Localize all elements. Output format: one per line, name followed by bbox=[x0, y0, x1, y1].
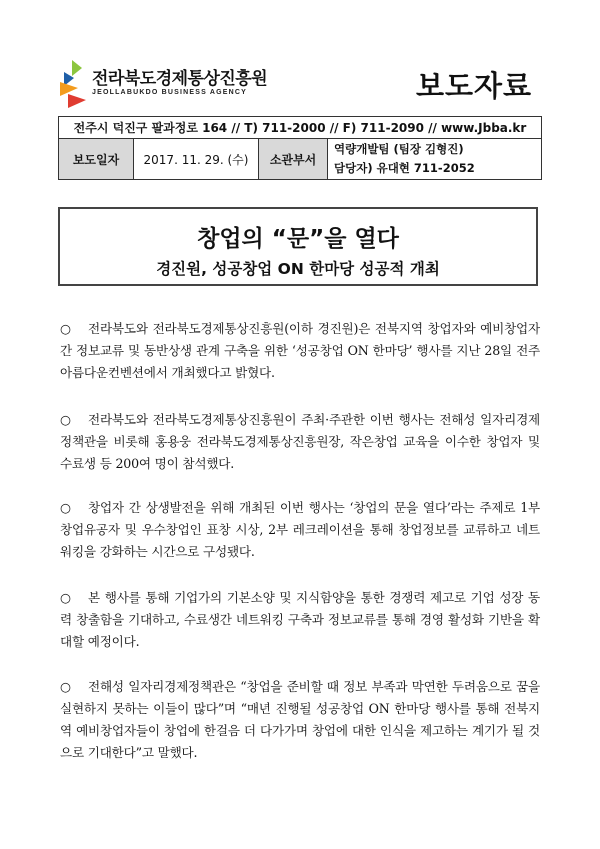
org-name-english: JEOLLABUKDO BUSINESS AGENCY bbox=[92, 89, 248, 96]
bullet-marker: ○ bbox=[60, 679, 71, 694]
body-paragraph bbox=[60, 497, 540, 563]
document-type-heading: 보도자료 bbox=[415, 69, 532, 103]
paragraph-text: 전라북도와 전라북도경제통상진흥원이 주최·주관한 이번 행사는 전해성 일자리경제정책관을 비롯해 홍용웅 전라북도경제통상진흥원장, 작은창업 교육을 이수한 창업자 및 수료생 등 200여 명이 참석했다. bbox=[60, 412, 540, 471]
headline-subtitle: 경진원, 성공창업 ON 한마당 성공적 개최 bbox=[156, 260, 440, 278]
bullet-marker: ○ bbox=[60, 321, 71, 336]
department-value bbox=[328, 139, 542, 180]
paragraph-text: 전라북도와 전라북도경제통상진흥원(이하 경진원)은 전북지역 창업자와 예비창업자 간 정보교류 및 동반상생 관계 구축을 위한 ‘성공창업 ON 한마당’ 행사를 지난 28일 전주 아름다운컨벤션에서 개최했다고 밝혔다. bbox=[60, 321, 540, 380]
contact-address-line: 전주시 덕진구 팔과정로 164 // T) 711-2000 // F) 711-2090 // www.Jbba.kr bbox=[59, 117, 542, 139]
department-label: 소관부서 bbox=[259, 139, 328, 180]
department-contact: 담당자) 유대현 711-2052 bbox=[334, 161, 475, 175]
release-date-value: 2017. 11. 29. (수) bbox=[134, 139, 259, 180]
press-info-table bbox=[58, 116, 542, 180]
release-info-row bbox=[59, 139, 542, 180]
body-paragraph bbox=[60, 409, 540, 475]
paragraph-text: 창업자 간 상생발전을 위해 개최된 이번 행사는 ‘창업의 문을 열다’라는 주제로 1부 창업유공자 및 우수창업인 표창 시상, 2부 레크레이션을 통해 창업정보를 교류하고 네트워킹을 강화하는 시간으로 구성됐다. bbox=[60, 500, 540, 559]
paragraph-text: 본 행사를 통해 기업가의 기본소양 및 지식함양을 통한 경쟁력 제고로 기업 성장 동력 창출함을 기대하고, 수료생간 네트워킹 구축과 정보교류를 통해 경영 활성화 기반을 확대할 예정이다. bbox=[60, 590, 540, 649]
department-team: 역량개발팀 (팀장 김형진) bbox=[334, 142, 464, 156]
body-paragraph bbox=[60, 676, 540, 764]
address-row bbox=[59, 117, 542, 139]
bullet-marker: ○ bbox=[60, 412, 71, 427]
org-name-korean: 전라북도경제통상진흥원 bbox=[92, 69, 268, 89]
bullet-marker: ○ bbox=[60, 500, 71, 515]
agency-logo-icon bbox=[58, 60, 88, 108]
body-paragraph bbox=[60, 318, 540, 384]
release-date-label: 보도일자 bbox=[59, 139, 134, 180]
body-paragraph bbox=[60, 587, 540, 653]
headline-title: 창업의 “문”을 열다 bbox=[197, 226, 399, 252]
headline-box bbox=[58, 207, 538, 286]
paragraph-text: 전해성 일자리경제정책관은 “창업을 준비할 때 정보 부족과 막연한 두려움으로 꿈을 실현하지 못하는 이들이 많다”며 “매년 진행될 성공창업 ON 한마당 행사를 통해 전북지역 예비창업자들이 창업에 한걸음 더 다가가며 창업에 대한 인식을 제고하는 계기가 될 것으로 기대한다”고 말했다. bbox=[60, 679, 540, 760]
bullet-marker: ○ bbox=[60, 590, 71, 605]
